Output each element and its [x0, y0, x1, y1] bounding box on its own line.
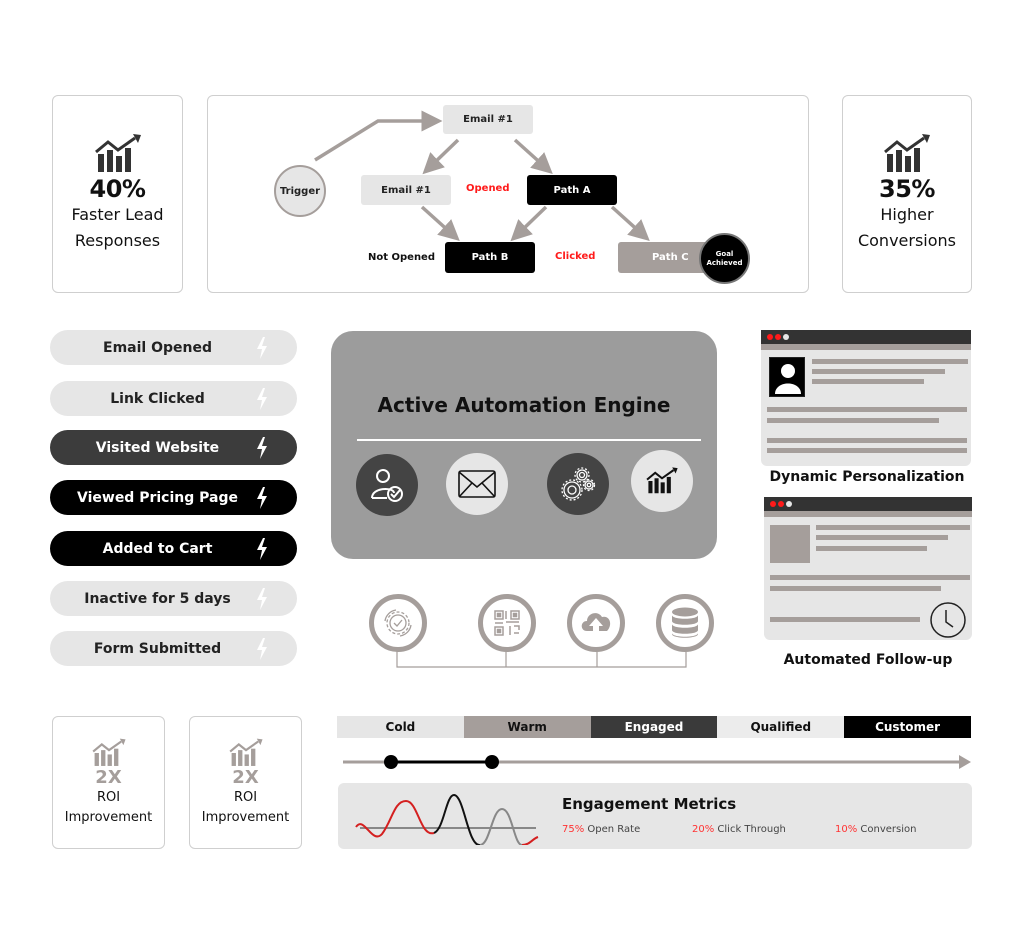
followup-preview — [764, 497, 972, 640]
trigger-label: Link Clicked — [110, 390, 205, 407]
browser-title-bar — [761, 330, 971, 344]
trigger-label: Email Opened — [103, 339, 212, 356]
roi-label-line2: Improvement — [64, 809, 153, 825]
personalization-preview — [761, 330, 971, 466]
stat-value: 40% — [89, 175, 146, 203]
stat-label-line1: Higher — [880, 205, 934, 224]
waveform-icon — [354, 789, 544, 845]
browser-title-bar — [764, 497, 972, 511]
stat-label-line2: Conversions — [857, 231, 957, 250]
email-node-top-label: Email #1 — [463, 114, 513, 125]
roi-label-line1: ROI — [96, 789, 121, 805]
metric-open-rate — [562, 824, 640, 835]
goal-line2: Achieved — [706, 258, 743, 267]
stage-cold[interactable] — [337, 716, 464, 738]
metric-label: Open Rate — [584, 824, 641, 835]
followup-caption: Automated Follow-up — [783, 652, 953, 668]
roi-value: 2X — [95, 766, 122, 788]
metric-conversion — [835, 824, 916, 835]
path-b-label: Path B — [471, 252, 509, 263]
stage-label: Engaged — [624, 720, 684, 734]
trigger-node-label: Trigger — [279, 185, 321, 197]
stage-label: Customer — [875, 720, 941, 734]
roi-label-line1: ROI — [233, 789, 258, 805]
growth-chart-icon — [91, 738, 127, 768]
metric-pct: 10% — [835, 824, 858, 835]
personalization-caption: Dynamic Personalization — [769, 469, 965, 485]
stat-value: 35% — [879, 175, 935, 203]
path-c-label: Path C — [652, 252, 689, 263]
lifecycle-stages — [337, 716, 971, 738]
trigger-label: Visited Website — [95, 439, 220, 456]
not-opened-label: Not Opened — [368, 252, 436, 263]
roi-value: 2X — [232, 766, 259, 788]
progress-slider[interactable] — [337, 750, 977, 774]
stage-label: Warm — [507, 720, 547, 734]
gear-check-icon[interactable] — [369, 594, 427, 652]
stage-label: Qualified — [750, 720, 812, 734]
image-placeholder — [770, 525, 810, 563]
stat-label-line1: Faster Lead — [71, 205, 164, 224]
metric-pct: 20% — [692, 824, 715, 835]
user-avatar-icon — [769, 357, 805, 397]
trigger-label: Added to Cart — [102, 540, 213, 557]
opened-label: Opened — [466, 183, 510, 194]
cloud-upload-icon[interactable] — [567, 594, 625, 652]
goal-line1: Goal — [715, 249, 734, 258]
metric-pct: 75% — [562, 824, 585, 835]
metric-click-through — [692, 824, 786, 835]
stage-customer[interactable] — [844, 716, 971, 738]
stage-qualified[interactable] — [717, 716, 844, 738]
metrics-title: Engagement Metrics — [562, 795, 737, 813]
trigger-label: Viewed Pricing Page — [77, 489, 238, 506]
trigger-label: Inactive for 5 days — [84, 590, 231, 607]
roi-card-1 — [52, 716, 165, 849]
clicked-label: Clicked — [555, 251, 596, 262]
roi-card-2 — [189, 716, 302, 849]
stage-engaged[interactable] — [591, 716, 718, 738]
path-a-label: Path A — [553, 184, 591, 196]
stage-warm[interactable] — [464, 716, 591, 738]
trigger-label: Form Submitted — [93, 640, 222, 657]
growth-chart-icon — [228, 738, 264, 768]
qr-code-icon[interactable] — [478, 594, 536, 652]
database-icon[interactable] — [656, 594, 714, 652]
stage-label: Cold — [385, 720, 416, 734]
metric-label: Click Through — [714, 824, 786, 835]
metric-label: Conversion — [857, 824, 917, 835]
engagement-metrics-panel — [338, 783, 972, 849]
email-node-left-label: Email #1 — [381, 184, 431, 196]
roi-label-line2: Improvement — [201, 809, 290, 825]
engine-title: Active Automation Engine — [377, 393, 671, 417]
clock-icon — [929, 601, 967, 640]
stat-label-line2: Responses — [74, 231, 161, 250]
